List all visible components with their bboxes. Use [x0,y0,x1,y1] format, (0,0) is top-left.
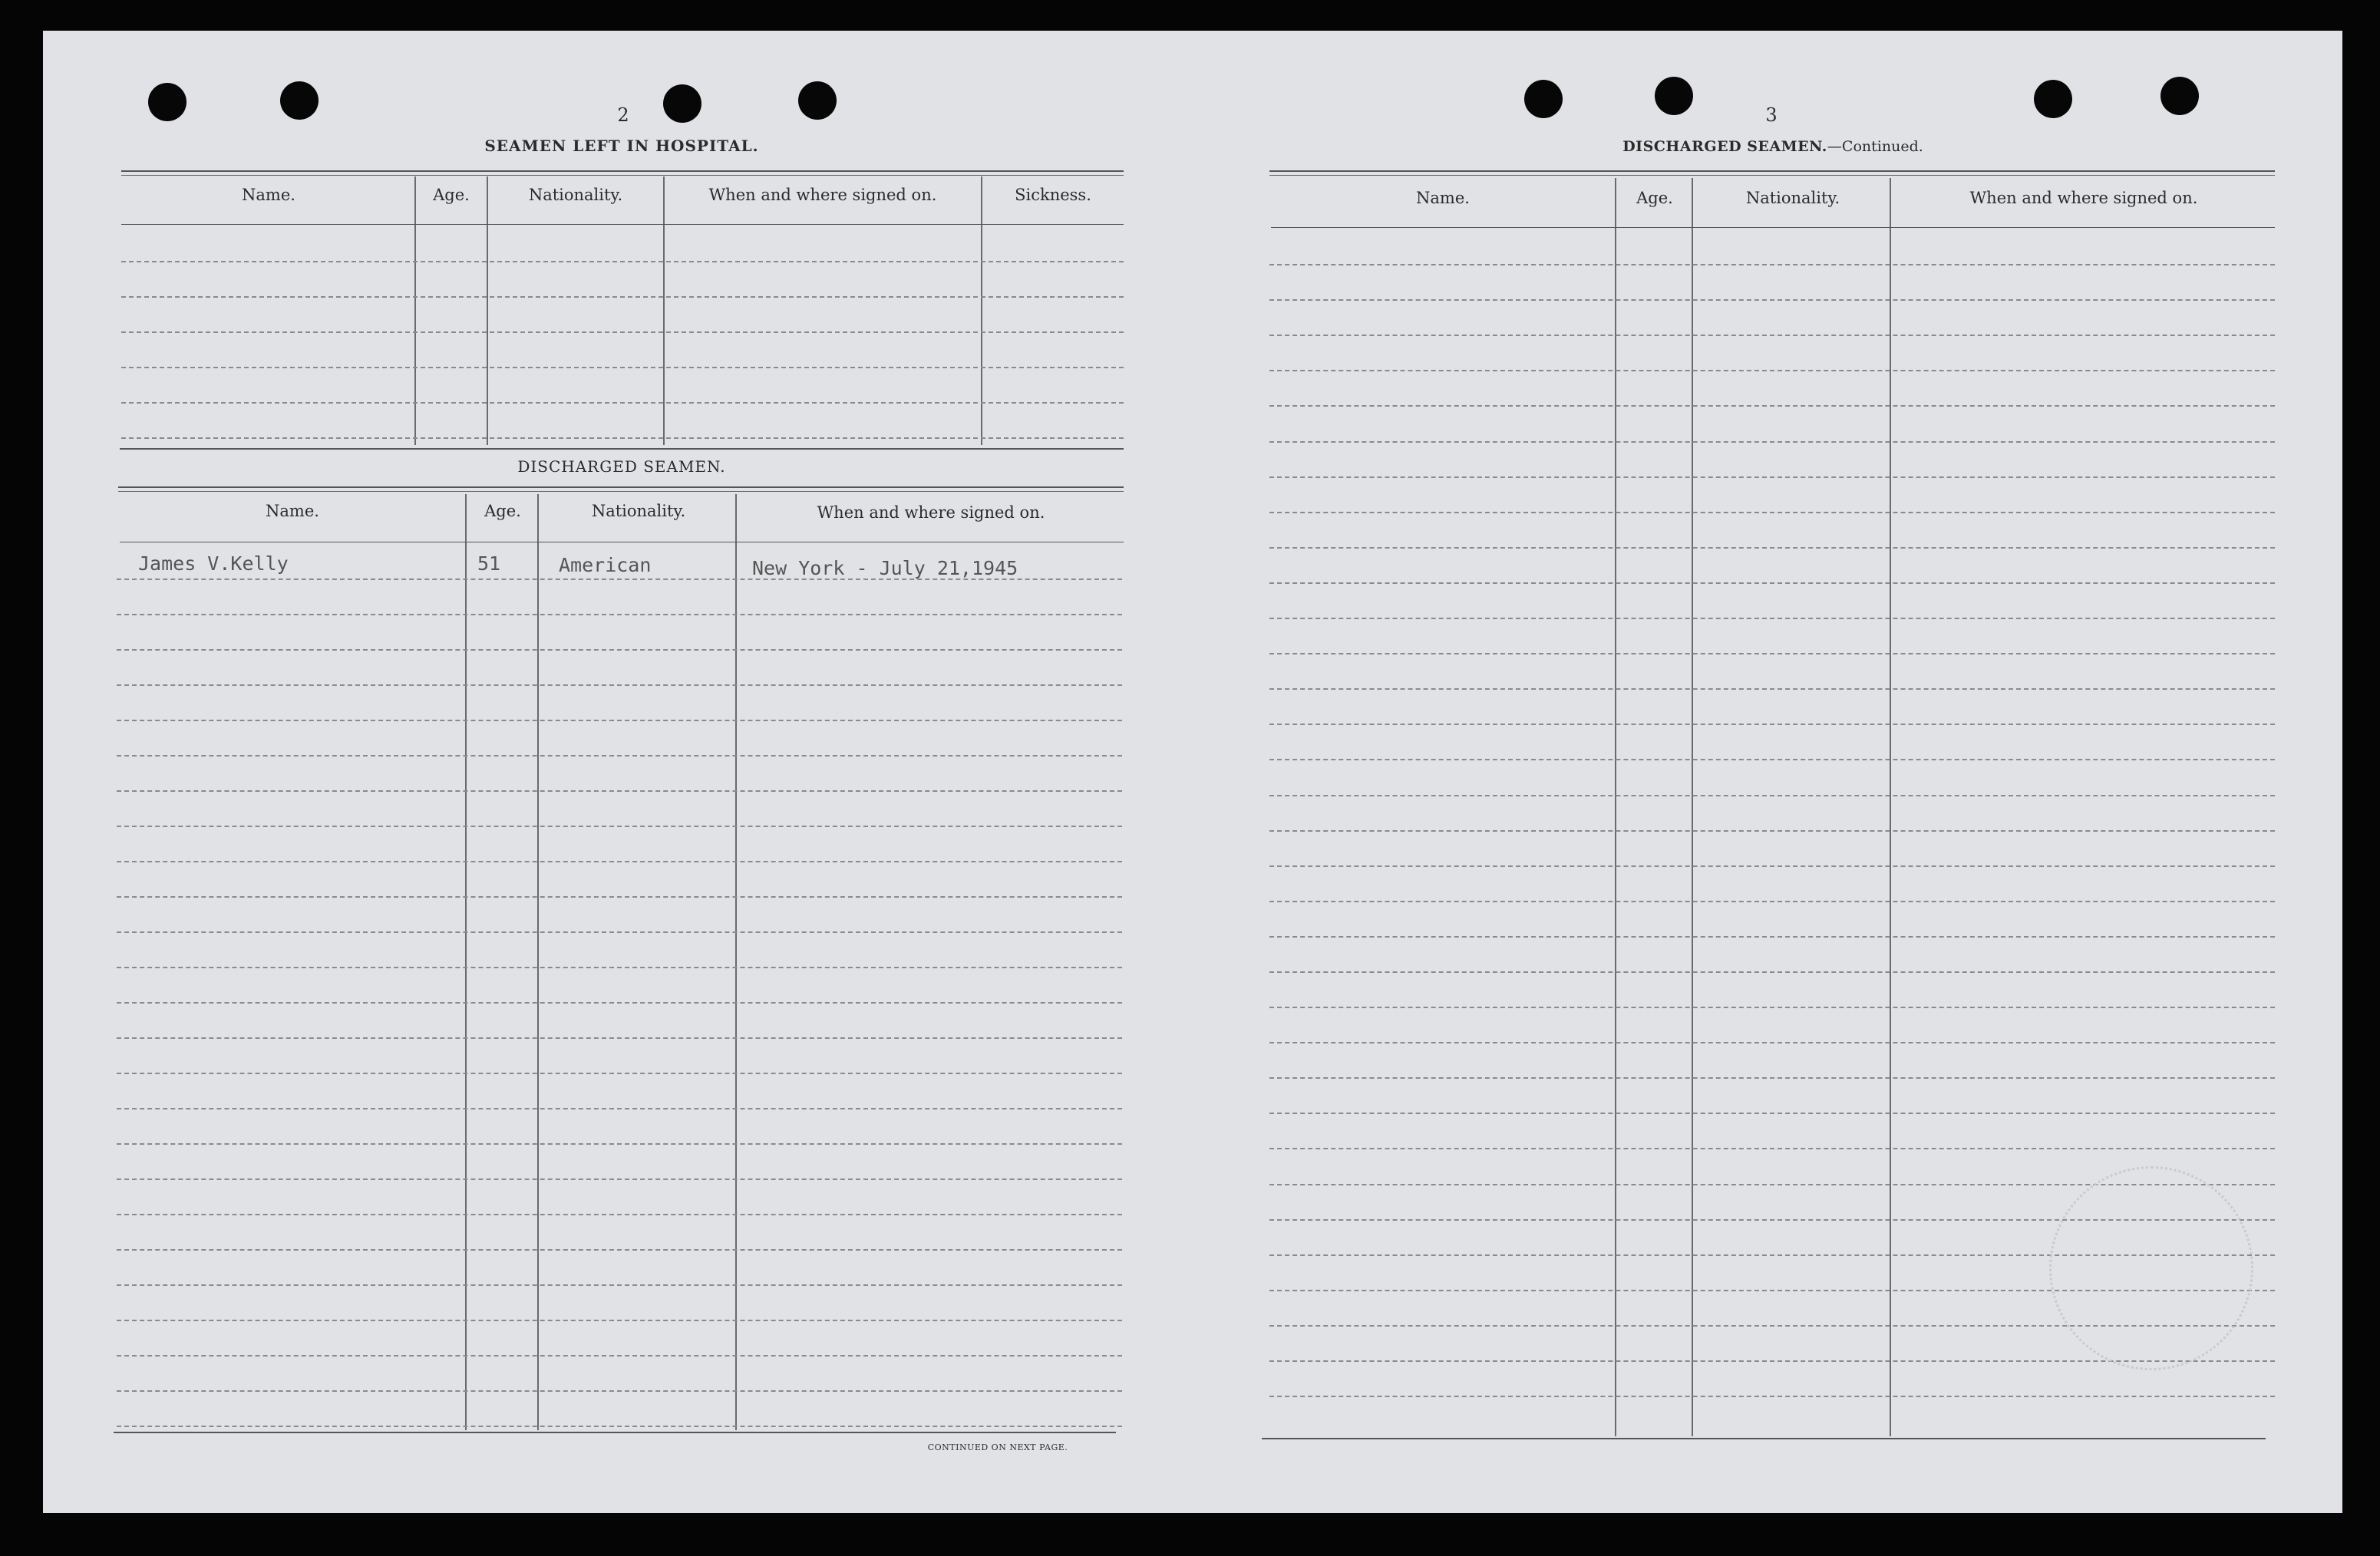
ruled-line [1269,1042,2275,1043]
ruled-line [117,1284,1122,1286]
ruled-line [117,1249,1122,1251]
ruled-line [121,402,1124,404]
ruled-line [1269,512,2275,513]
ruled-line [117,1390,1122,1392]
seaman-signed-on: New York - July 21,1945 [752,557,1018,579]
ruled-line [117,896,1122,898]
discharged-col-age: Age. [484,502,521,520]
punch-hole [148,83,187,121]
ruled-line [121,437,1124,439]
seaman-age: 51 [477,552,501,575]
ruled-line [1269,936,2275,938]
ruled-line [1269,688,2275,690]
ruled-line [1269,1077,2275,1079]
ruled-line [121,261,1124,262]
discharged-section-title: DISCHARGED SEAMEN. [517,457,726,476]
ruled-line [117,1426,1122,1427]
ruled-line [117,1073,1122,1074]
punch-hole [2034,80,2072,118]
continued-col-divider [1890,178,1891,1436]
discharged-top-rule [118,486,1124,488]
discharged-continued-title-main: DISCHARGED SEAMEN. [1622,138,1827,155]
discharged-col-nationality: Nationality. [591,502,686,520]
ruled-line [117,1108,1122,1109]
ruled-line [117,1002,1122,1004]
hospital-section-title: SEAMEN LEFT IN HOSPITAL. [484,137,759,155]
ruled-line [117,861,1122,862]
hospital-col-divider [663,176,665,445]
hospital-header-rule [121,224,1124,225]
ruled-line [1269,335,2275,336]
ruled-line [117,1037,1122,1039]
punch-hole [663,84,701,123]
punch-hole [2160,77,2199,115]
continued-col-nationality: Nationality. [1745,189,1840,207]
ruled-line [117,790,1122,792]
continued-bottom-rule [1262,1438,2266,1439]
hospital-top-rule [121,170,1124,172]
discharged-col-divider [465,494,467,1430]
punch-hole [280,81,319,120]
ruled-line [117,1320,1122,1321]
ruled-line [1269,618,2275,619]
hospital-col-divider [487,176,488,445]
ruled-line [1269,441,2275,443]
hospital-col-nationality: Nationality. [528,186,623,204]
ruled-line [1269,653,2275,654]
ruled-line [117,826,1122,827]
ruled-line [117,649,1122,651]
page-number-left: 2 [617,104,629,126]
ruled-line [117,720,1122,721]
ruled-line [117,967,1122,968]
continued-header-rule [1271,227,2275,228]
ruled-line [117,614,1122,615]
ruled-line [117,579,1122,580]
continued-col-age: Age. [1636,189,1673,207]
ruled-line [1269,795,2275,796]
ruled-line [117,755,1122,757]
hospital-col-sickness: Sickness. [1015,186,1091,204]
continued-top-rule [1269,170,2275,172]
ruled-line [1269,264,2275,265]
continued-col-name: Name. [1416,189,1470,207]
ruled-line [1269,830,2275,832]
punch-hole [1655,77,1693,115]
discharged-col-signed-on: When and where signed on. [817,503,1045,522]
ruled-line [1269,1113,2275,1114]
seaman-nationality: American [559,554,652,576]
continued-col-divider [1615,178,1616,1436]
ruled-line [1269,405,2275,407]
ruled-line [117,1355,1122,1357]
hospital-col-divider [414,176,416,445]
ruled-line [1269,724,2275,725]
ruled-line [1269,759,2275,760]
ruled-line [1269,971,2275,973]
ruled-line [121,296,1124,298]
hospital-bottom-rule [120,448,1124,450]
discharged-col-divider [537,494,539,1430]
punch-hole [1524,80,1563,118]
hospital-col-signed-on: When and where signed on. [708,186,937,204]
continued-col-divider [1692,178,1693,1436]
page-number-right: 3 [1765,104,1778,126]
ruled-line [1269,1396,2275,1397]
continued-col-signed-on: When and where signed on. [1969,189,2198,207]
faded-stamp [2049,1166,2253,1370]
ruled-line [1269,370,2275,371]
seaman-name: James V.Kelly [138,552,289,575]
ruled-line [121,367,1124,368]
hospital-col-age: Age. [433,186,470,204]
ruled-line [1269,476,2275,478]
discharged-bottom-rule [114,1432,1116,1433]
continued-note: CONTINUED ON NEXT PAGE. [927,1442,1068,1452]
ruled-line [117,1143,1122,1145]
ruled-line [1269,582,2275,584]
punch-hole [798,81,837,120]
ruled-line [1269,299,2275,301]
hospital-col-name: Name. [242,186,295,204]
ruled-line [121,331,1124,333]
hospital-col-divider [981,176,982,445]
ruled-line [117,931,1122,933]
ruled-line [1269,901,2275,902]
ruled-line [1269,1148,2275,1149]
ruled-line [117,1214,1122,1215]
ruled-line [1269,865,2275,867]
ruled-line [117,1179,1122,1180]
discharged-continued-title [1566,138,1980,155]
ruled-line [117,684,1122,686]
ruled-line [1269,1007,2275,1008]
discharged-col-divider [735,494,737,1430]
discharged-col-name: Name. [266,502,319,520]
discharged-continued-title-suffix: —Continued. [1827,138,1923,155]
ruled-line [1269,547,2275,549]
